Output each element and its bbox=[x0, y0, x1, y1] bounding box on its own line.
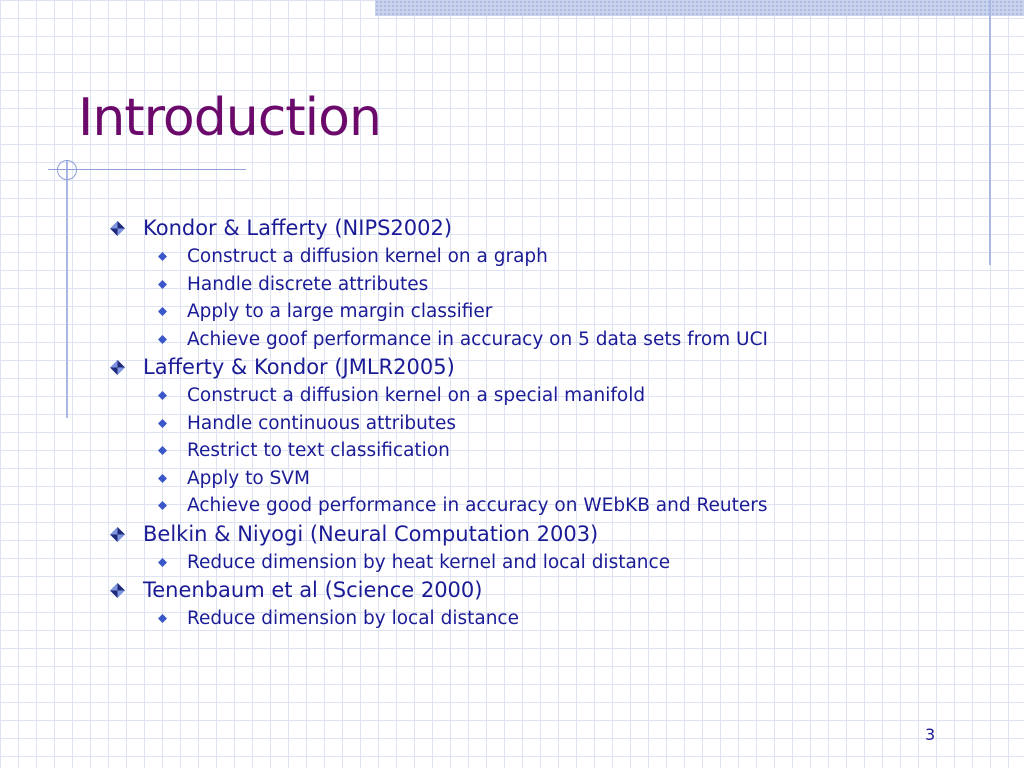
bullet-text: Belkin & Niyogi (Neural Computation 2003) bbox=[143, 521, 599, 546]
small-diamond-bullet-icon bbox=[158, 280, 167, 289]
sub-bullet-text: Handle discrete attributes bbox=[187, 273, 429, 295]
small-diamond-bullet-icon bbox=[158, 446, 167, 455]
small-diamond-bullet-icon bbox=[158, 307, 167, 316]
sub-bullet-item bbox=[108, 382, 968, 410]
small-diamond-bullet-icon bbox=[158, 501, 167, 510]
sub-bullet-item bbox=[108, 437, 968, 465]
diamond-bullet-icon bbox=[110, 360, 125, 375]
small-diamond-bullet-icon bbox=[158, 391, 167, 400]
sub-bullet-text: Apply to SVM bbox=[187, 467, 310, 489]
sub-bullet-text: Restrict to text classification bbox=[187, 440, 450, 461]
diamond-bullet-icon bbox=[110, 221, 125, 236]
title-underline-rule bbox=[48, 169, 246, 170]
sub-bullet-item bbox=[108, 465, 968, 493]
right-vertical-rule bbox=[989, 0, 991, 265]
top-decorative-band bbox=[375, 0, 1024, 16]
slide-title: Introduction bbox=[78, 88, 381, 148]
sub-bullet-text: Apply to a large margin classifier bbox=[187, 301, 493, 322]
small-diamond-bullet-icon bbox=[158, 252, 167, 261]
bullet-text: Tenenbaum et al (Science 2000) bbox=[143, 578, 483, 602]
sub-bullet-item bbox=[108, 492, 968, 520]
sub-bullet-text: Construct a diffusion kernel on a special manifold bbox=[187, 385, 646, 406]
diamond-bullet-icon bbox=[110, 583, 125, 598]
small-diamond-bullet-icon bbox=[158, 614, 167, 623]
sub-bullet-text: Achieve goof performance in accuracy on 5 data sets from UCI bbox=[187, 328, 768, 350]
left-vertical-rule bbox=[66, 160, 68, 418]
sub-bullet-item bbox=[108, 298, 968, 326]
bullet-item bbox=[108, 353, 968, 382]
sub-bullet-text: Handle continuous attributes bbox=[187, 412, 457, 434]
bullet-item bbox=[108, 576, 968, 605]
sub-bullet-text: Construct a diffusion kernel on a graph bbox=[187, 246, 548, 267]
diamond-bullet-icon bbox=[110, 527, 125, 542]
small-diamond-bullet-icon bbox=[158, 335, 167, 344]
sub-bullet-item bbox=[108, 243, 968, 271]
sub-bullet-text: Reduce dimension by local distance bbox=[187, 608, 519, 629]
bullet-text: Kondor & Lafferty (NIPS2002) bbox=[143, 216, 453, 240]
bullet-item bbox=[108, 214, 968, 243]
sub-bullet-item bbox=[108, 410, 968, 438]
sub-bullet-item bbox=[108, 326, 968, 354]
small-diamond-bullet-icon bbox=[158, 419, 167, 428]
bullet-text: Lafferty & Kondor (JMLR2005) bbox=[143, 355, 455, 379]
page-number: 3 bbox=[925, 725, 936, 744]
bullet-item bbox=[108, 520, 968, 549]
sub-bullet-item bbox=[108, 271, 968, 299]
small-diamond-bullet-icon bbox=[158, 474, 167, 483]
sub-bullet-text: Reduce dimension by heat kernel and local distance bbox=[187, 551, 671, 573]
title-circle-ornament bbox=[57, 160, 77, 180]
sub-bullet-item bbox=[108, 605, 968, 633]
sub-bullet-item bbox=[108, 549, 968, 577]
bullet-list bbox=[108, 214, 968, 633]
small-diamond-bullet-icon bbox=[158, 558, 167, 567]
sub-bullet-text: Achieve good performance in accuracy on WEbKB and Reuters bbox=[187, 495, 768, 516]
